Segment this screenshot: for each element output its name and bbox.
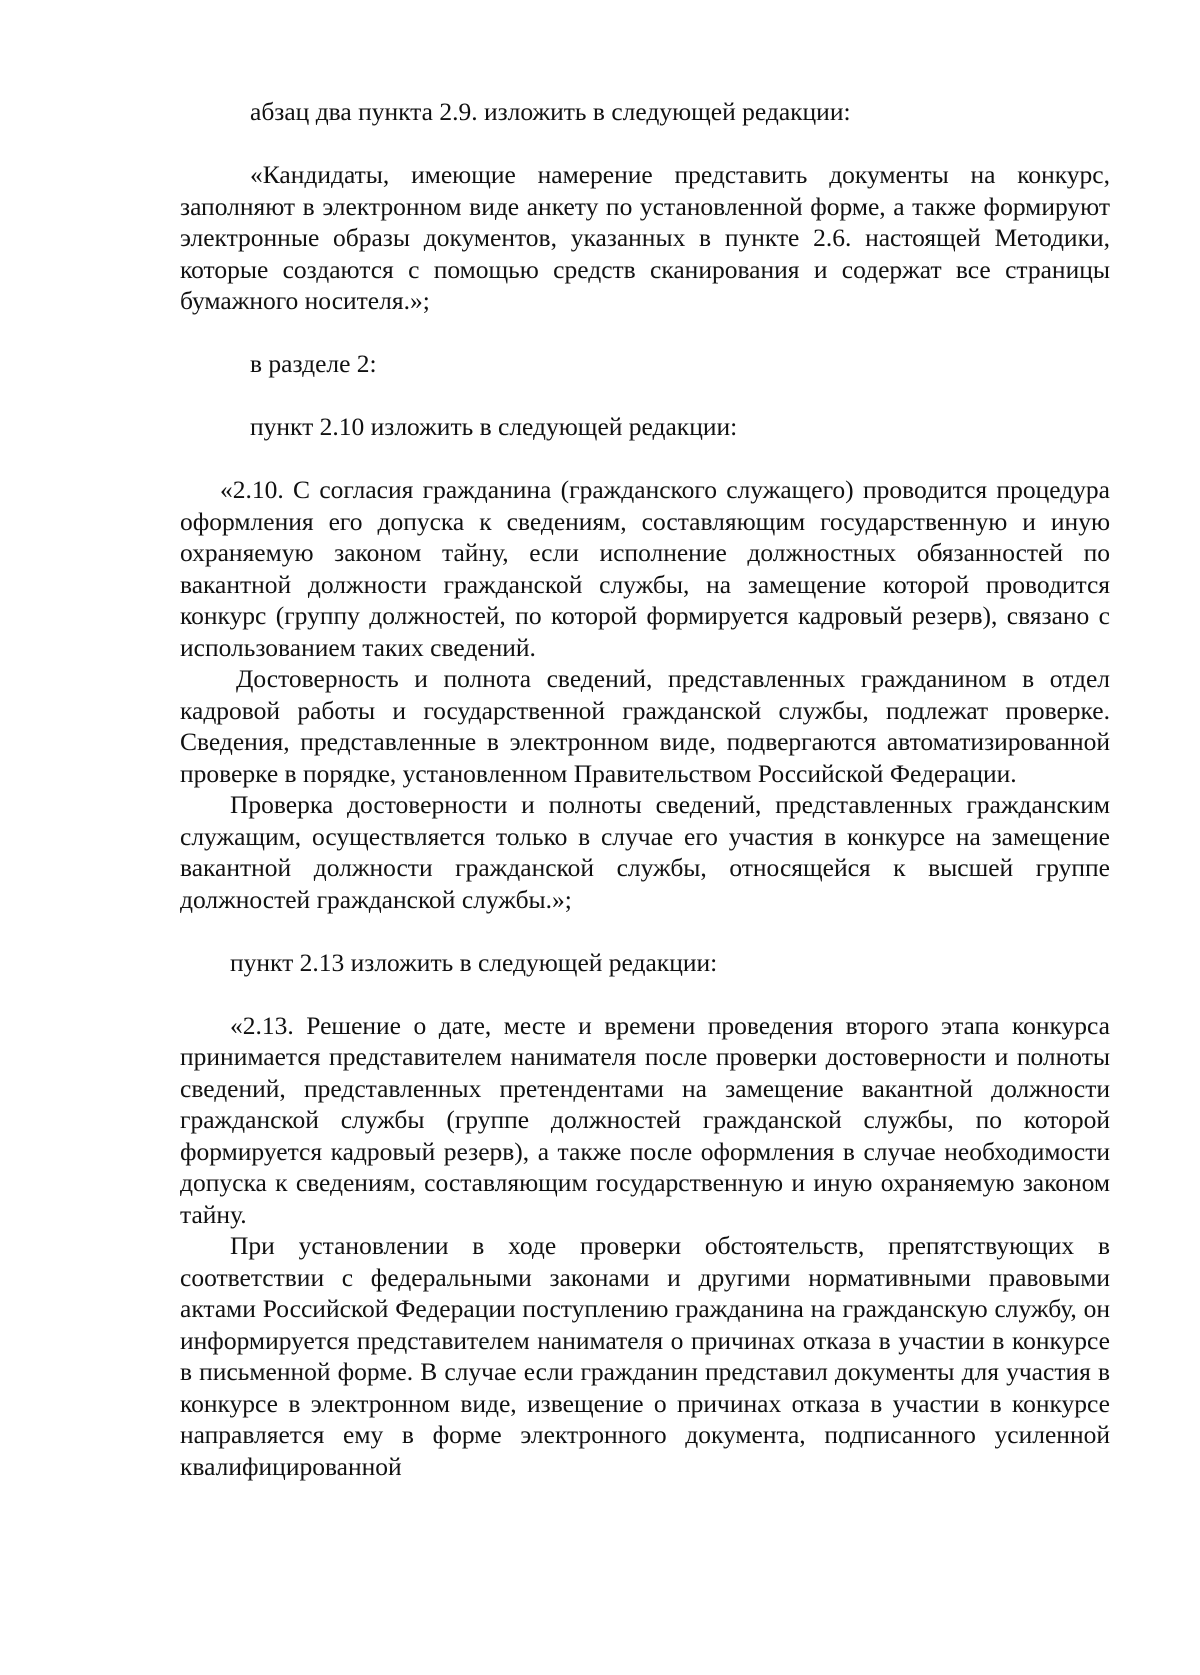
paragraph-amendment-2-13-refusal: При установлении в ходе проверки обстоятельств, препятствующих в соответствии с федеральными законами и другими нормативными правовыми актами Российской Федерации поступлению гражданина на гражданскую службу, он информируется представителем нанимателя о причинах отказа в участии в конкурсе в письменной форме. В случае если гражданин представил документы для участия в конкурсе в электронном виде, извещение о причинах отказа в участии в конкурсе направляется ему в форме электронного документа, подписанного усиленной квалифицированной	[180, 1231, 1110, 1481]
paragraph-amendment-2-10-verification: Достоверность и полнота сведений, представленных гражданином в отдел кадровой работы и государственной гражданской службы, подлежат проверке. Сведения, представленные в электронном виде, подвергаются автоматизированной проверке в порядке, установленном Правительством Российской Федерации.	[180, 664, 1110, 788]
paragraph-amendment-2-10-text: «2.10. С согласия гражданина (гражданского служащего) проводится процедура оформления его допуска к сведениям, составляющим государственную и иную охраняемую законом тайну, если исполнение должностных обязанностей по вакантной должности гражданской службы, на замещение которой проводится конкурс (группу должностей, по которой формируется кадровый резерв), связано с использованием таких сведений.	[180, 475, 1110, 662]
paragraph-amendment-2-13-intro: пункт 2.13 изложить в следующей редакции:	[230, 947, 718, 977]
paragraph-section-2-intro: в разделе 2:	[250, 349, 377, 378]
paragraph-spacer	[180, 317, 1110, 349]
paragraph-spacer	[180, 128, 1110, 160]
paragraph-amendment-2-9-intro: абзац два пункта 2.9. изложить в следующей редакции:	[250, 97, 851, 126]
paragraph-spacer	[180, 443, 1110, 475]
paragraph-spacer	[180, 978, 1110, 1010]
paragraph-spacer	[180, 915, 1110, 947]
paragraph-amendment-2-10-civil-servant: Проверка достоверности и полноты сведений, представленных гражданским служащим, осуществляется только в случае его участия в конкурсе на замещение вакантной должности гражданской службы, относящейся к высшей группе должностей гражданской службы.»;	[180, 790, 1110, 914]
paragraph-spacer	[180, 380, 1110, 412]
paragraph-amendment-2-13-text: «2.13. Решение о дате, месте и времени проведения второго этапа конкурса принимается представителем нанимателя после проверки достоверности и полноты сведений, представленных претендентами на замещение вакантной должности гражданской службы (группе должностей гражданской службы, по которой формируется кадровый резерв), а также после оформления в случае необходимости допуска к сведениям, составляющим государственную и иную охраняемую законом тайну.	[180, 1010, 1110, 1229]
document-page	[180, 96, 1110, 1482]
paragraph-amendment-2-9-text: «Кандидаты, имеющие намерение представить документы на конкурс, заполняют в электронном виде анкету по установленной форме, а также формируют электронные образы документов, указанных в пункте 2.6. настоящей Методики, которые создаются с помощью средств сканирования и содержат все страницы бумажного носителя.»;	[180, 160, 1110, 315]
paragraph-amendment-2-10-intro: пункт 2.10 изложить в следующей редакции:	[250, 412, 738, 441]
